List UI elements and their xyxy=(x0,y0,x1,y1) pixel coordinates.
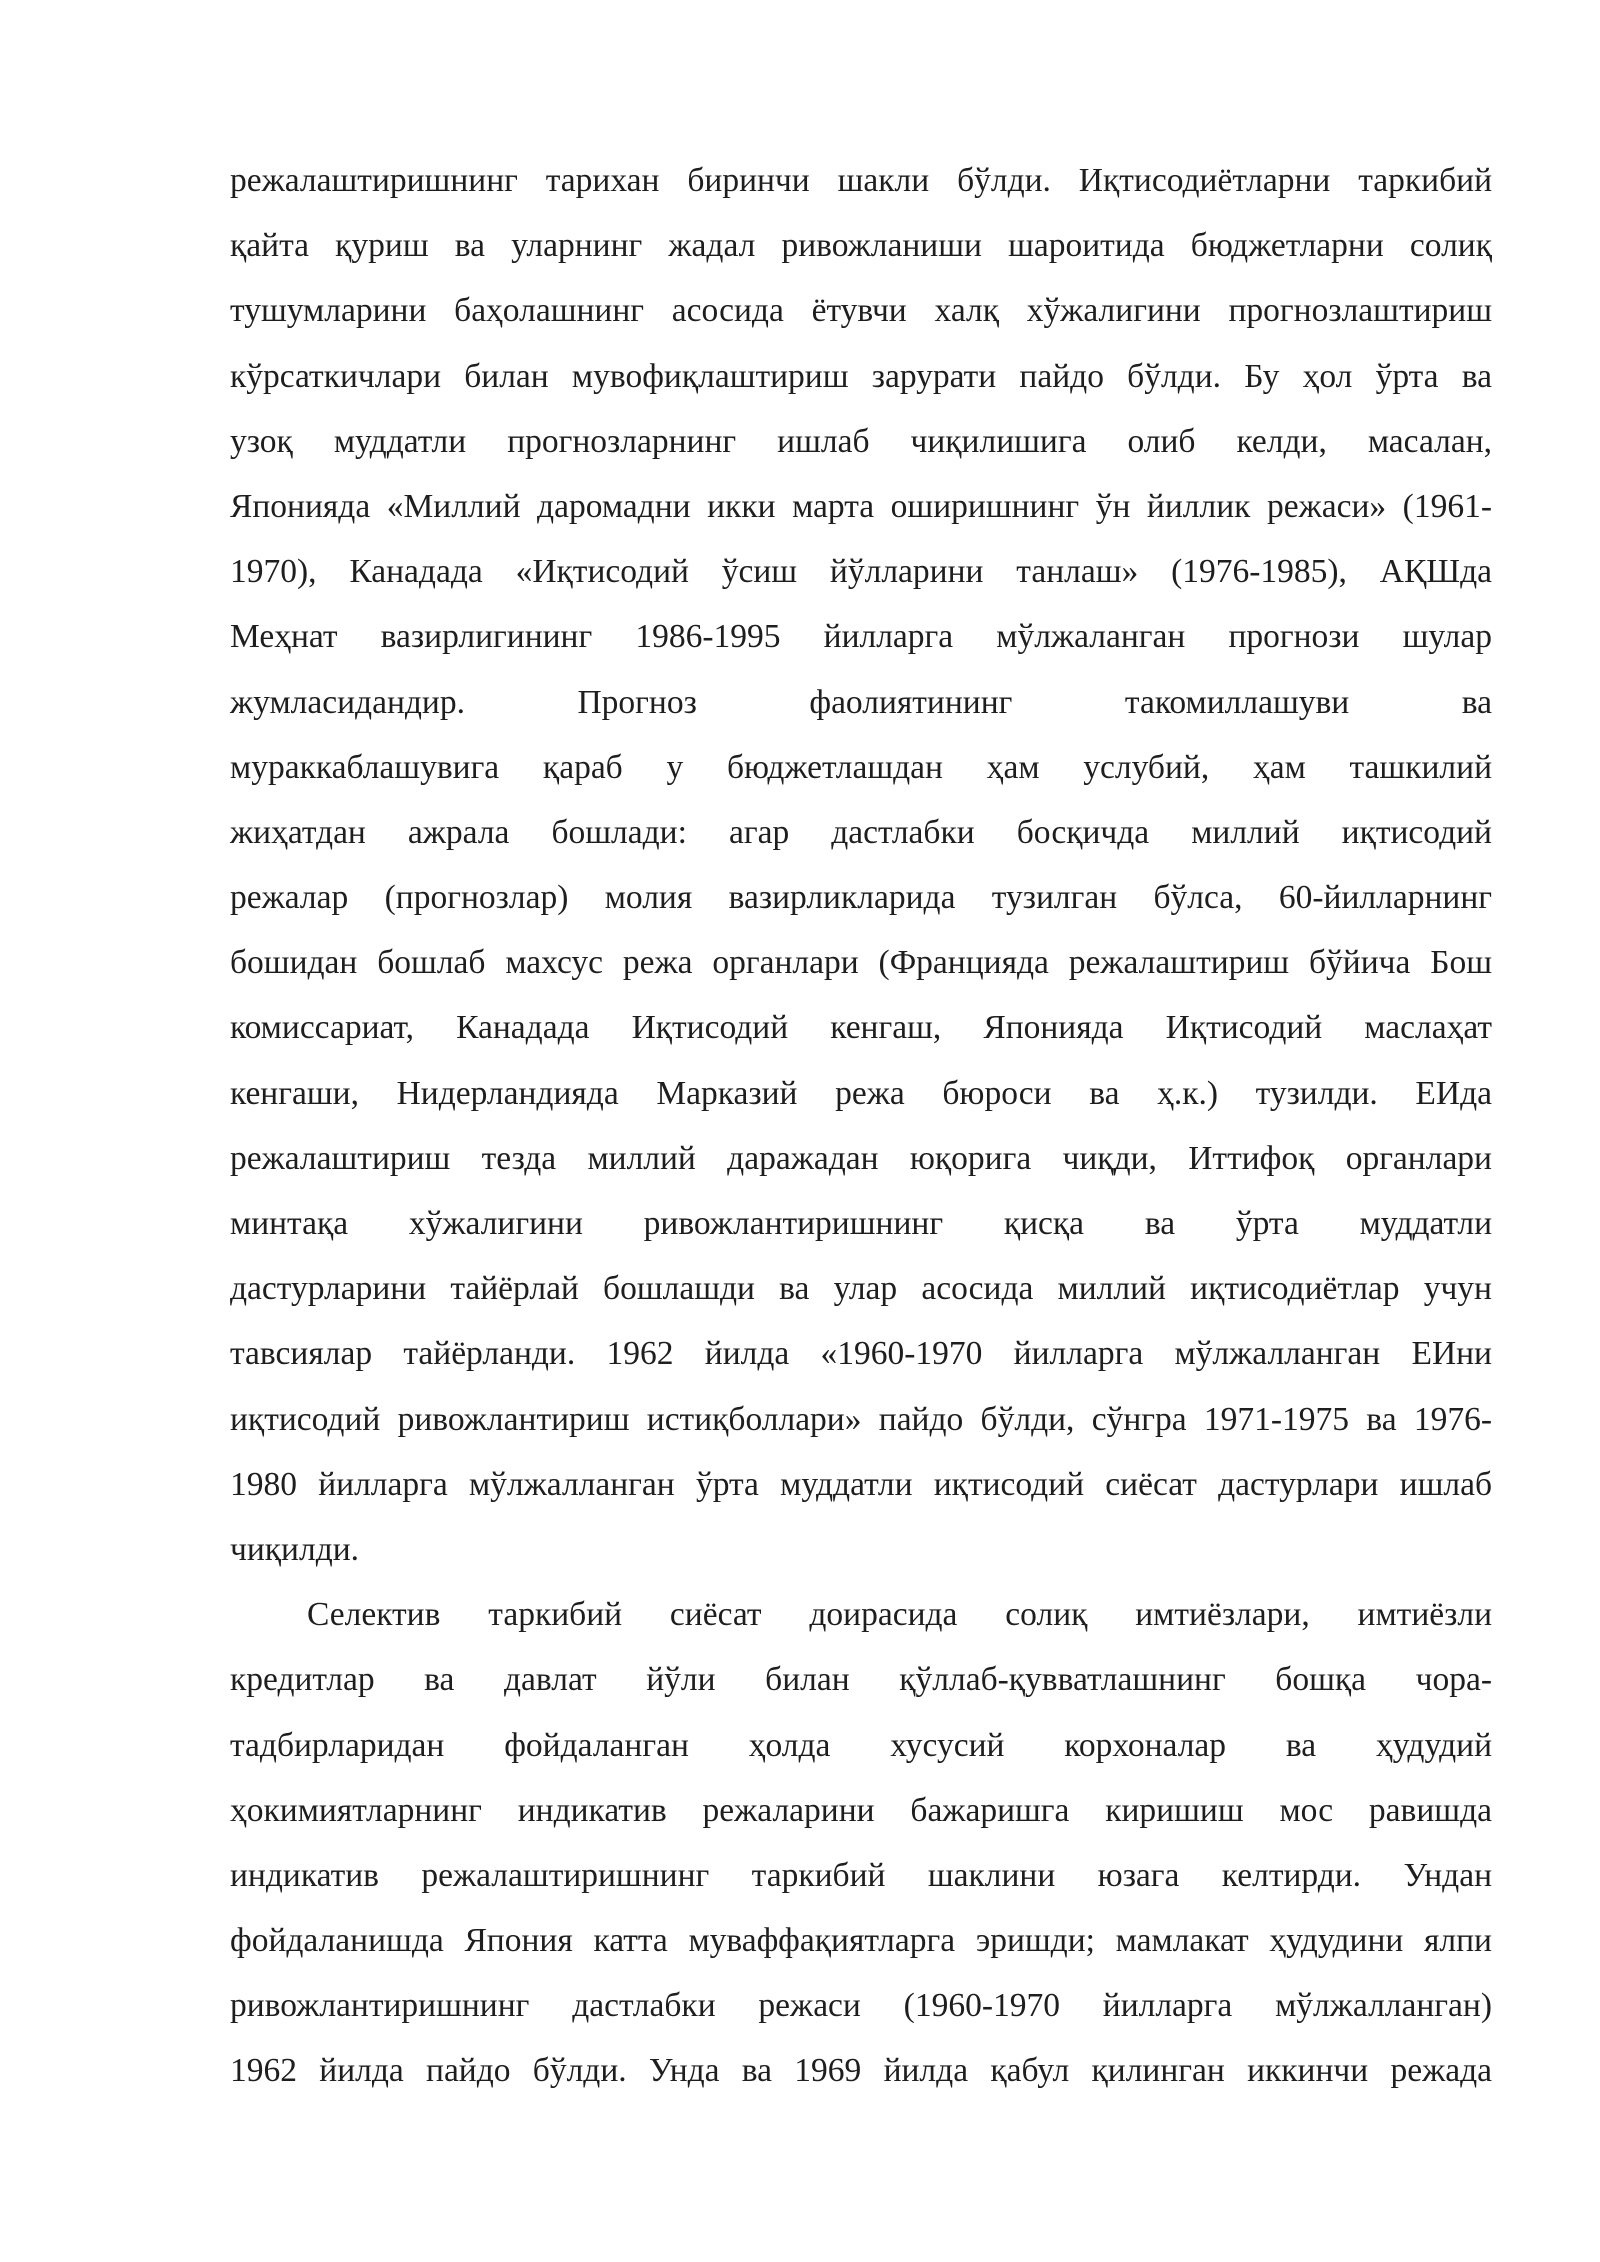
text-line: фойдаланишда Япония катта муваффақиятларга эришди; мамлакат ҳудудини ялпи xyxy=(230,1922,1492,1960)
text-line: кўрсаткичлари билан мувофиқлаштириш зарурати пайдо бўлди. Бу ҳол ўрта ва xyxy=(230,357,1492,395)
text-line: индикатив режалаштиришнинг таркибий шаклини юзага келтирди. Ундан xyxy=(230,1856,1492,1894)
text-line: ривожлантиришнинг дастлабки режаси (1960-1970 йилларга мўлжалланган) xyxy=(230,1987,1492,2025)
text-line: ҳокимиятларнинг индикатив режаларини бажаришга киришиш мос равишда xyxy=(230,1791,1492,1829)
paragraph-first-line: Селектив таркибий сиёсат доирасида солиқ имтиёзлари, имтиёзли xyxy=(307,1596,1492,1634)
text-line: тавсиялар тайёрланди. 1962 йилда «1960-1970 йилларга мўлжалланган ЕИни xyxy=(230,1335,1492,1373)
text-line: тадбирларидан фойдаланган ҳолда хусусий корхоналар ва ҳудудий xyxy=(230,1726,1492,1764)
text-line: тушумларини баҳолашнинг асосида ётувчи халқ хўжалигини прогнозлаштириш xyxy=(230,292,1492,330)
text-line: Японияда «Миллий даромадни икки марта оширишнинг ўн йиллик режаси» (1961- xyxy=(230,487,1492,525)
body-text xyxy=(230,148,1492,2104)
text-line: 1980 йилларга мўлжалланган ўрта муддатли иқтисодий сиёсат дастурлари ишлаб xyxy=(230,1465,1492,1503)
text-line: жумласидандир. Прогноз фаолиятининг такомиллашуви ва xyxy=(230,683,1492,721)
text-line: режалаштириш тезда миллий даражадан юқорига чиқди, Иттифоқ органлари xyxy=(230,1139,1492,1177)
text-line: жиҳатдан ажрала бошлади: агар дастлабки босқичда миллий иқтисодий xyxy=(230,813,1492,851)
text-line: режалар (прогнозлар) молия вазирликларида тузилган бўлса, 60-йилларнинг xyxy=(230,879,1492,917)
text-line: комиссариат, Канадада Иқтисодий кенгаш, Японияда Иқтисодий маслаҳат xyxy=(230,1009,1492,1047)
text-line: кенгаши, Нидерландияда Марказий режа бюроси ва ҳ.к.) тузилди. ЕИда xyxy=(230,1074,1492,1112)
text-line: қайта қуриш ва уларнинг жадал ривожланиши шароитида бюджетларни солиқ xyxy=(230,227,1492,265)
paragraph-end-line: чиқилди. xyxy=(230,1530,360,1568)
text-line: дастурларини тайёрлай бошлашди ва улар асосида миллий иқтисодиётлар учун xyxy=(230,1270,1492,1308)
text-line: кредитлар ва давлат йўли билан қўллаб-қувватлашнинг бошқа чора- xyxy=(230,1661,1492,1699)
text-line: 1962 йилда пайдо бўлди. Унда ва 1969 йилда қабул қилинган иккинчи режада xyxy=(230,2052,1492,2090)
text-line: Меҳнат вазирлигининг 1986-1995 йилларга мўлжаланган прогнози шулар xyxy=(230,618,1492,656)
text-line: мураккаблашувига қараб у бюджетлашдан ҳам услубий, ҳам ташкилий xyxy=(230,748,1492,786)
text-line: бошидан бошлаб махсус режа органлари (Францияда режалаштириш бўйича Бош xyxy=(230,944,1492,982)
text-line: режалаштиришнинг тарихан биринчи шакли бўлди. Иқтисодиётларни таркибий xyxy=(230,162,1492,199)
text-line: 1970), Канадада «Иқтисодий ўсиш йўлларини танлаш» (1976-1985), АҚШда xyxy=(230,553,1492,591)
text-line: минтақа хўжалигини ривожлантиришнинг қисқа ва ўрта муддатли xyxy=(230,1205,1492,1242)
text-line: иқтисодий ривожлантириш истиқболлари» пайдо бўлди, сўнгра 1971-1975 ва 1976- xyxy=(230,1400,1492,1438)
text-line: узоқ муддатли прогнозларнинг ишлаб чиқилишига олиб келди, масалан, xyxy=(230,422,1492,460)
